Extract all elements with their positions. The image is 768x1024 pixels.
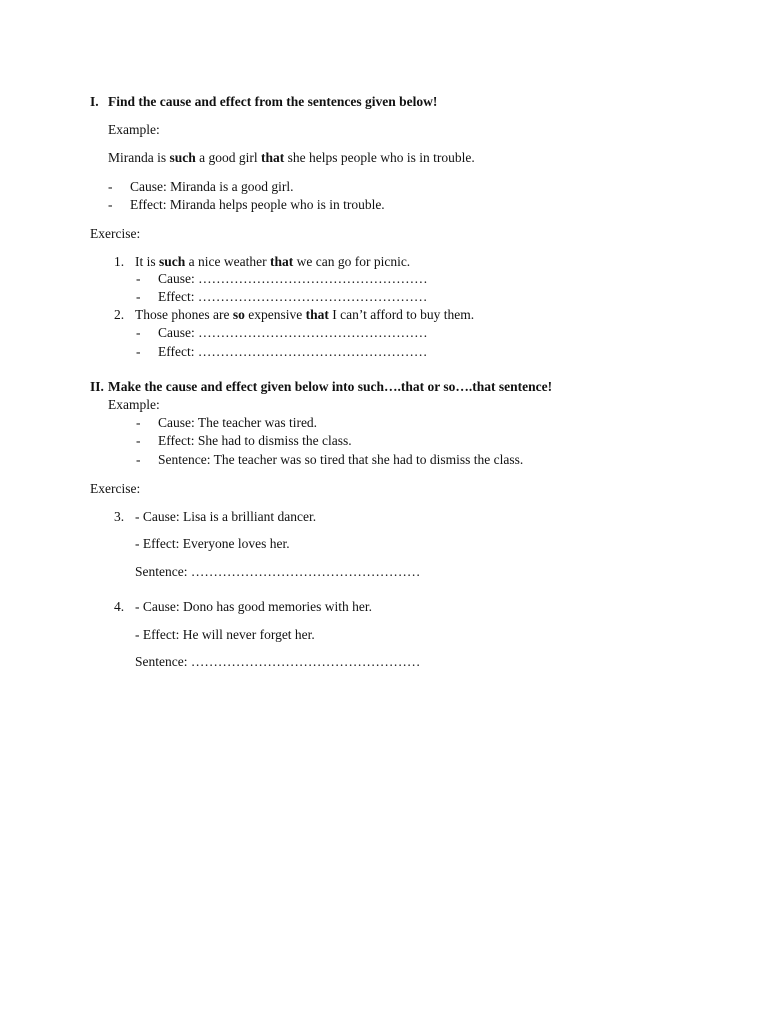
- bullet-dash: -: [136, 452, 141, 467]
- section-1-example-sentence: Miranda is such a good girl that she helps people who is in trouble.: [108, 150, 475, 165]
- bullet-dash: -: [108, 179, 113, 194]
- item-4-sentence-blank: Sentence: ……………………………………………: [135, 654, 421, 669]
- section-1-exercise-label: Exercise:: [90, 226, 141, 241]
- bullet-dash: -: [136, 289, 141, 304]
- bullet-dash: -: [136, 415, 141, 430]
- section-1-example-cause: Cause: Miranda is a good girl.: [130, 179, 294, 194]
- section-2-heading: Make the cause and effect given below into such….that or so….that sentence!: [108, 379, 553, 394]
- section-2-example-cause: Cause: The teacher was tired.: [158, 415, 318, 430]
- item-2-effect-blank: Effect: ……………………………………………: [158, 344, 428, 359]
- section-2-example-sentence: Sentence: The teacher was so tired that she had to dismiss the class.: [158, 452, 524, 467]
- bullet-dash: -: [136, 271, 141, 286]
- section-1-example-label: Example:: [108, 122, 160, 137]
- section-1-example-effect: Effect: Miranda helps people who is in trouble.: [130, 197, 385, 212]
- bullet-dash: -: [136, 325, 141, 340]
- item-4-effect: - Effect: He will never forget her.: [135, 627, 315, 642]
- item-1-cause-blank: Cause: ……………………………………………: [158, 271, 428, 286]
- item-3-effect: - Effect: Everyone loves her.: [135, 536, 290, 551]
- item-2-sentence: Those phones are so expensive that I can’t afford to buy them.: [135, 307, 475, 322]
- bullet-dash: -: [136, 433, 141, 448]
- item-4-cause: - Cause: Dono has good memories with her.: [135, 599, 372, 614]
- item-number: 1.: [114, 254, 125, 269]
- bullet-dash: -: [108, 197, 113, 212]
- item-3-sentence-blank: Sentence: ……………………………………………: [135, 564, 421, 579]
- item-2-cause-blank: Cause: ……………………………………………: [158, 325, 428, 340]
- item-number: 4.: [114, 599, 125, 614]
- section-2-example-label: Example:: [108, 397, 160, 412]
- section-2-example-effect: Effect: She had to dismiss the class.: [158, 433, 352, 448]
- item-3-cause: - Cause: Lisa is a brilliant dancer.: [135, 509, 317, 524]
- item-1-sentence: It is such a nice weather that we can go for picnic.: [135, 254, 411, 269]
- item-number: 2.: [114, 307, 125, 322]
- section-1-heading: Find the cause and effect from the sentences given below!: [108, 94, 438, 109]
- item-number: 3.: [114, 509, 125, 524]
- section-2-exercise-label: Exercise:: [90, 481, 141, 496]
- section-1-numeral: I.: [90, 94, 99, 109]
- section-2-numeral: II.: [90, 379, 104, 394]
- bullet-dash: -: [136, 344, 141, 359]
- item-1-effect-blank: Effect: ……………………………………………: [158, 289, 428, 304]
